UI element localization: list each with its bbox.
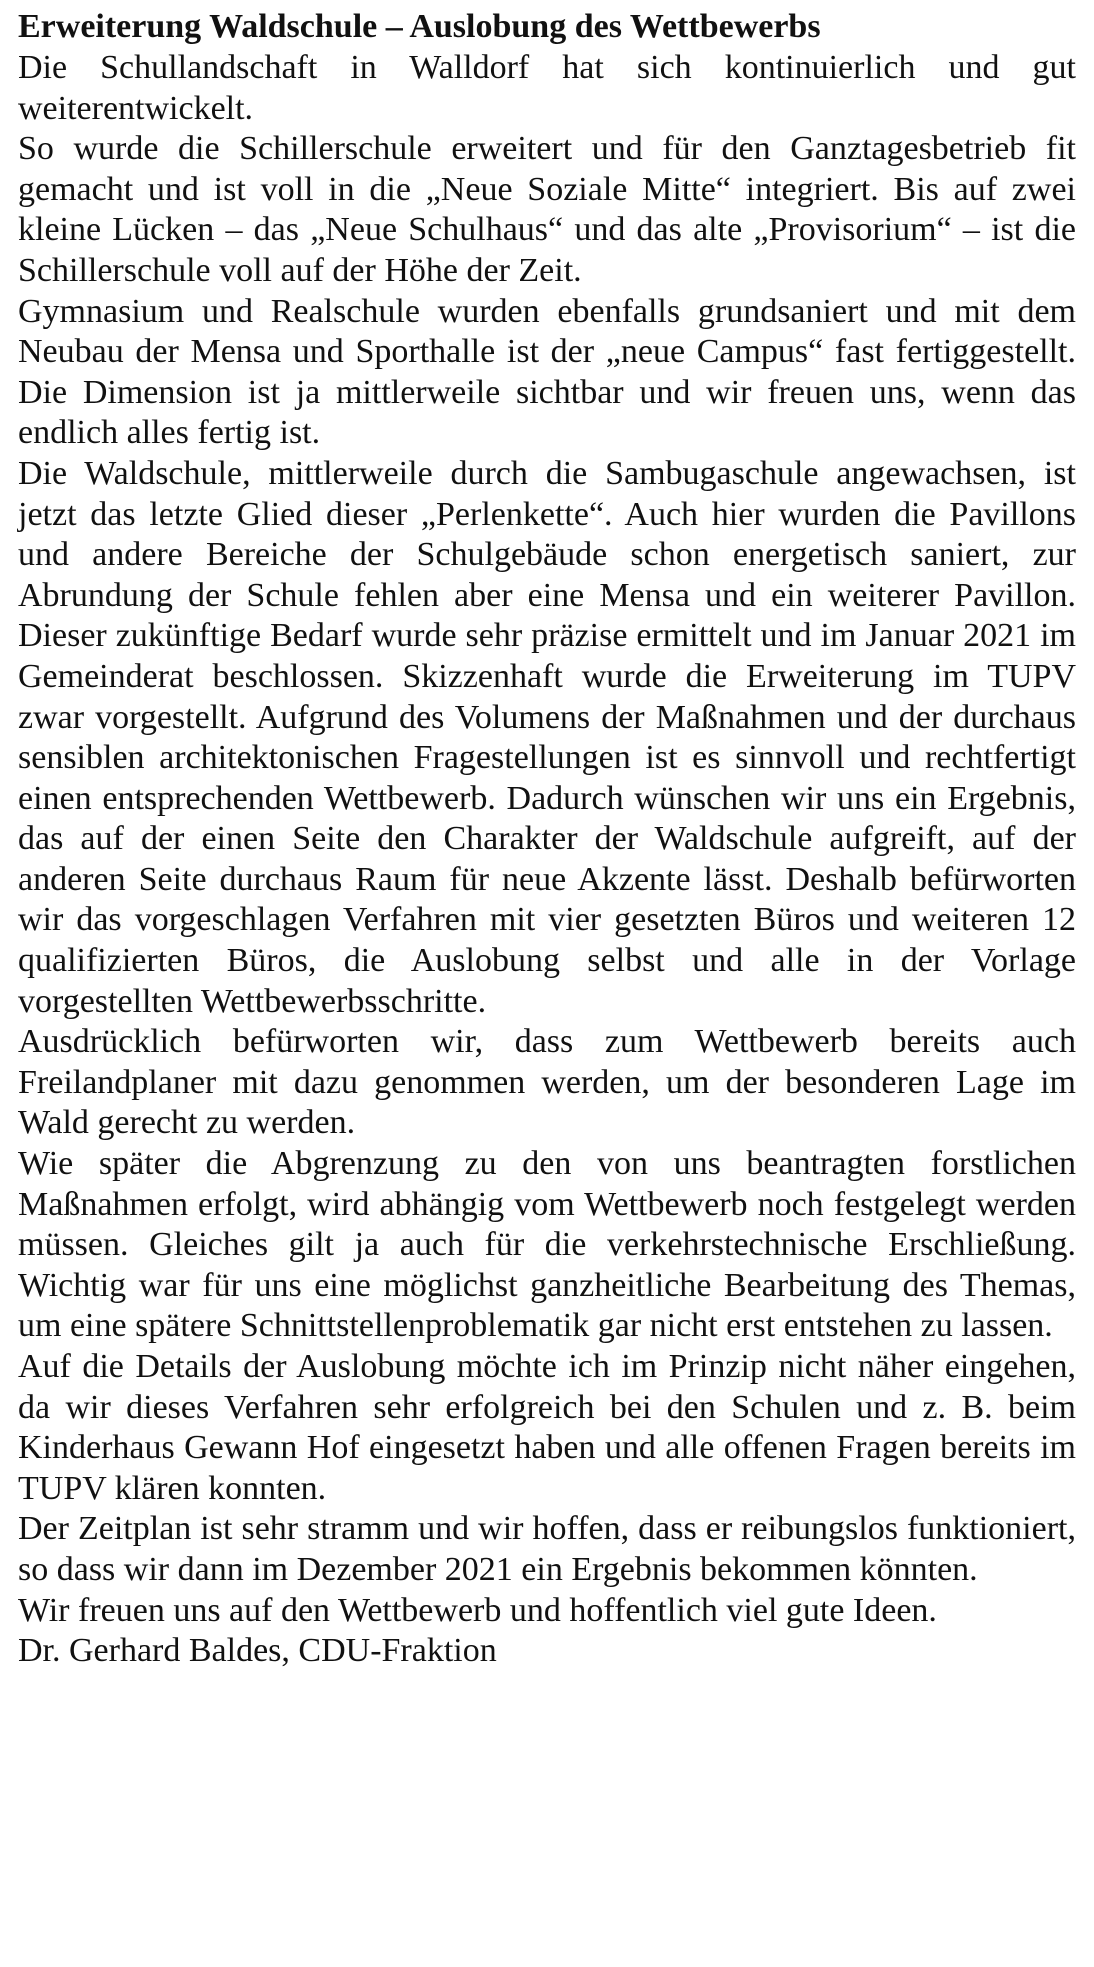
paragraph-zeitplan: Der Zeitplan ist sehr stramm und wir hoffen, dass er reibungslos funktioniert, so dass wir dann im Dezember 2021 ein Ergebnis bekommen könnten. bbox=[18, 1510, 1076, 1588]
paragraph-intro: Die Schullandschaft in Walldorf hat sich kontinuierlich und gut weiterentwickelt. bbox=[18, 49, 1076, 127]
paragraph-schillerschule: So wurde die Schillerschule erweitert und für den Ganztagesbetrieb fit gemacht und ist voll in die „Neue Soziale Mitte“ integriert. Bis auf zwei kleine Lücken – das „Neue Schulhaus“ und das alte „Provisorium“ – ist die Schillerschule voll auf der Höhe der Zeit. bbox=[18, 130, 1076, 289]
signature: Dr. Gerhard Baldes, CDU-Fraktion bbox=[18, 1632, 497, 1670]
paragraph-abgrenzung: Wie später die Abgrenzung zu den von uns beantragten forstlichen Maßnahmen erfolgt, wird abhängig vom Wettbewerb noch festgelegt werden müssen. Gleiches gilt ja auch für die verkehrstechnische Erschließung. Wichtig war für uns eine möglichst ganzheitliche Bearbeitung des Themas, um eine spätere Schnittstellenproblematik gar nicht erst entstehen zu lassen. bbox=[18, 1145, 1076, 1345]
paragraph-gymnasium-realschule: Gymnasium und Realschule wurden ebenfalls grundsaniert und mit dem Neubau der Mensa und Sporthalle ist der „neue Campus“ fast fertiggestellt. Die Dimension ist ja mittlerweile sichtbar und wir freuen uns, wenn das endlich alles fertig ist. bbox=[18, 292, 1076, 452]
article-title: Erweiterung Waldschule – Auslobung des Wettbewerbs bbox=[18, 8, 821, 45]
paragraph-freilandplaner: Ausdrücklich befürworten wir, dass zum Wettbewerb bereits auch Freilandplaner mit dazu genommen werden, um der besonderen Lage im Wald gerecht zu werden. bbox=[18, 1023, 1076, 1142]
paragraph-waldschule: Die Waldschule, mittlerweile durch die Sambugaschule angewachsen, ist jetzt das letzte Glied dieser „Perlenkette“. Auch hier wurden die Pavillons und andere Bereiche der Schulgebäude schon energetisch saniert, zur Abrundung der Schule fehlen aber eine Mensa und ein weiterer Pavillon. Dieser zukünftige Bedarf wurde sehr präzise ermittelt und im Januar 2021 im Gemeinderat beschlossen. Skizzenhaft wurde die Erweiterung im TUPV zwar vorgestellt. Aufgrund des Volumens der Maßnahmen und der durchaus sensiblen architektonischen Fragestellungen ist es sinnvoll und rechtfertigt einen entsprechenden Wettbewerb. Dadurch wünschen wir uns ein Ergebnis, das auf der einen Seite den Charakter der Waldschule aufgreift, auf der anderen Seite durchaus Raum für neue Akzente lässt. Deshalb befürworten wir das vorgeschlagen Verfahren mit vier gesetzten Büros und weiteren 12 qualifizierten Büros, die Auslobung selbst und alle in der Vorlage vorgestellten Wettbewerbsschritte. bbox=[18, 454, 1076, 1020]
article bbox=[18, 6, 1076, 1672]
paragraph-auslobung-details: Auf die Details der Auslobung möchte ich im Prinzip nicht näher eingehen, da wir dieses Verfahren sehr erfolgreich bei den Schulen und z. B. beim Kinderhaus Gewann Hof eingesetzt haben und alle offenen Fragen bereits im TUPV klären konnten. bbox=[18, 1348, 1076, 1507]
paragraph-closing: Wir freuen uns auf den Wettbewerb und hoffentlich viel gute Ideen. bbox=[18, 1591, 937, 1629]
